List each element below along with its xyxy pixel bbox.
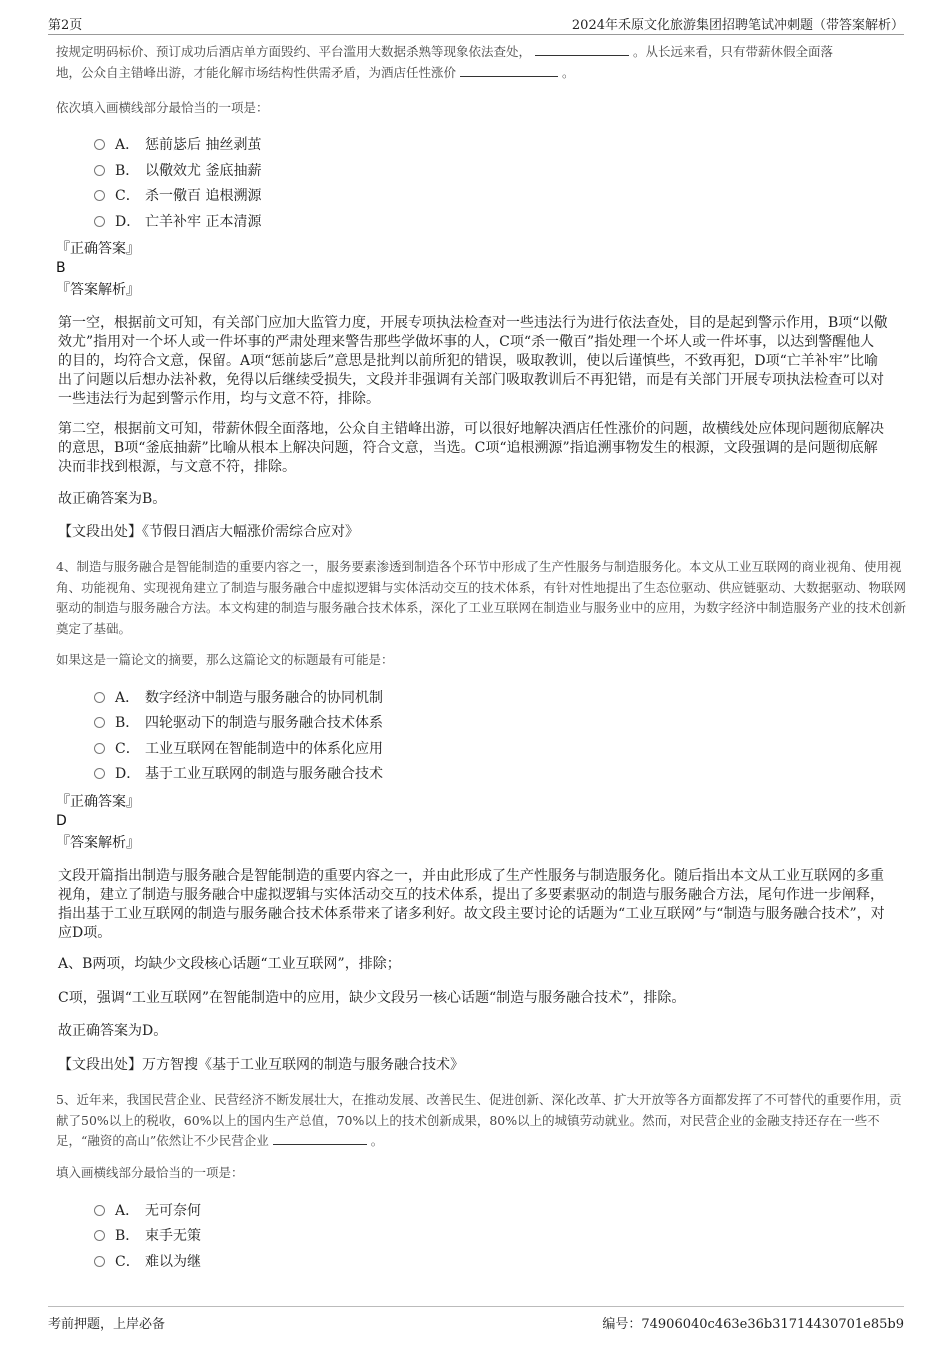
radio-icon[interactable] xyxy=(94,165,105,176)
radio-icon[interactable] xyxy=(94,190,105,201)
q5-option-b[interactable]: B． 束手无策 xyxy=(94,1226,201,1246)
q4-answer: D xyxy=(56,813,67,829)
radio-icon[interactable] xyxy=(94,139,105,150)
q4-option-d[interactable]: D． 基于工业互联网的制造与服务融合技术 xyxy=(94,764,383,784)
radio-icon[interactable] xyxy=(94,1256,105,1267)
q3-option-c[interactable]: C． 杀一儆百 追根溯源 xyxy=(94,186,261,206)
q4-analysis-3: C项，强调“工业互联网”在智能制造中的应用，缺少文段另一核心话题“制造与服务融合技术”，排除。 xyxy=(58,990,686,1006)
q3-blank-1 xyxy=(535,43,629,56)
q4-analysis-label: 『答案解析』 xyxy=(56,835,140,851)
radio-icon[interactable] xyxy=(94,743,105,754)
q4-option-a[interactable]: A． 数字经济中制造与服务融合的协同机制 xyxy=(94,688,383,708)
q3-source: 【文段出处】《节假日酒店大幅涨价需综合应对》 xyxy=(58,524,359,540)
q4-option-c[interactable]: C． 工业互联网在智能制造中的体系化应用 xyxy=(94,739,383,759)
radio-icon[interactable] xyxy=(94,692,105,703)
q4-analysis-4: 故正确答案为D。 xyxy=(58,1023,168,1039)
radio-icon[interactable] xyxy=(94,1205,105,1216)
page-footer xyxy=(48,1306,904,1335)
q4-stem: 4、制造与服务融合是智能制造的重要内容之一，服务要素渗透到制造各个环节中形成了生产性服务与制造服务化。本文从工业互联网的商业视角、使用视角、功能视角、实现视角建立了制造与服务融合中虚拟逻辑与实体活动交互的技术体系，有针对性地提出了生态位驱动、供应链驱动、大数据驱动、物联网驱动的制造与服务融合方法。本文构建的制造与服务融合技术体系，深化了工业互联网在制造业与服务业中的应用，为数字经济中制造服务产业的技术创新奠定了基础。 xyxy=(56,559,907,636)
q5-option-c[interactable]: C． 难以为继 xyxy=(94,1252,201,1272)
document-title: 2024年禾原文化旅游集团招聘笔试冲刺题（带答案解析） xyxy=(571,18,904,33)
footer-slogan: 考前押题，上岸必备 xyxy=(48,1317,166,1332)
q5-option-a[interactable]: A． 无可奈何 xyxy=(94,1201,201,1221)
radio-icon[interactable] xyxy=(94,216,105,227)
q4-source: 【文段出处】万方智搜《基于工业互联网的制造与服务融合技术》 xyxy=(58,1057,464,1073)
q5-stem: 5、近年来，我国民营企业、民营经济不断发展壮大，在推动发展、改善民生、促进创新、深化改革、扩大开放等各方面都发挥了不可替代的重要作用，贡献了50%以上的税收，60%以上的国内生产总值，70%以上的技术创新成果，80%以上的城镇劳动就业。然而，对民营企业的金融支持还存在一些不足，“融资的高山”依然让不少民营企业 。 xyxy=(56,1092,902,1148)
q3-analysis-3: 故正确答案为B。 xyxy=(58,491,167,507)
q4-analysis-2: A、B两项，均缺少文段核心话题“工业互联网”，排除； xyxy=(58,956,401,972)
q3-option-b[interactable]: B． 以儆效尤 釜底抽薪 xyxy=(94,161,261,181)
q3-option-a[interactable]: A． 惩前毖后 抽丝剥茧 xyxy=(94,135,261,155)
q3-option-d[interactable]: D． 亡羊补牢 正本清源 xyxy=(94,212,261,232)
radio-icon[interactable] xyxy=(94,768,105,779)
radio-icon[interactable] xyxy=(94,717,105,728)
q3-prompt: 依次填入画横线部分最恰当的一项是： xyxy=(56,100,269,115)
q4-option-b[interactable]: B． 四轮驱动下的制造与服务融合技术体系 xyxy=(94,713,383,733)
q3-analysis-2: 第二空，根据前文可知，带薪休假全面落地，公众自主错峰出游，可以很好地解决酒店任性涨价的问题，故横线处应体现问题彻底解决的意思，B项“釜底抽薪”比喻从根本上解决问题，符合文意，当选。C项“追根溯源”指追溯事物发生的根源，文段强调的是问题彻底解决而非找到根源，与文意不符，排除。 xyxy=(58,421,884,475)
q4-answer-label: 『正确答案』 xyxy=(56,794,140,810)
q3-blank-2 xyxy=(460,64,558,77)
q3-answer-label: 『正确答案』 xyxy=(56,241,140,257)
q5-blank xyxy=(273,1132,367,1145)
radio-icon[interactable] xyxy=(94,1230,105,1241)
q5-prompt: 填入画横线部分最恰当的一项是： xyxy=(56,1165,244,1180)
q3-analysis-label: 『答案解析』 xyxy=(56,282,140,298)
document-id: 编号：74906040c463e36b31714430701e85b9 xyxy=(602,1317,904,1332)
q3-stem: 按规定明码标价、预订成功后酒店单方面毁约、平台滥用大数据杀熟等现象依法查处， 。从长远来看，只有带薪休假全面落 地，公众自主错峰出游，才能化解市场结构性供需矛盾，为酒店任性涨价 。 xyxy=(56,44,834,80)
q4-prompt: 如果这是一篇论文的摘要，那么这篇论文的标题最有可能是： xyxy=(56,652,394,667)
q3-answer: B xyxy=(56,260,66,276)
page-header xyxy=(48,14,904,35)
q3-analysis-1: 第一空，根据前文可知，有关部门应加大监管力度，开展专项执法检查对一些违法行为进行依法查处，目的是起到警示作用，B项“以儆效尤”指用对一个坏人或一件坏事的严肃处理来警告那些学做坏事的人，C项“杀一儆百”指处理一个坏人或一件坏事，以达到警醒他人的目的，均符合文意，保留。A项“惩前毖后”意思是批判以前所犯的错误，吸取教训，使以后谨慎些，不致再犯，D项“亡羊补牢”比喻出了问题以后想办法补救，免得以后继续受损失，文段并非强调有关部门吸取教训后不再犯错，而是有关部门开展专项执法检查可以对一些违法行为起到警示作用，均与文意不符，排除。 xyxy=(58,315,888,407)
page-number: 第2页 xyxy=(48,18,83,33)
q4-analysis-1: 文段开篇指出制造与服务融合是智能制造的重要内容之一，并由此形成了生产性服务与制造服务化。随后指出本文从工业互联网的多重视角，建立了制造与服务融合中虚拟逻辑与实体活动交互的技术体系，提出了多要素驱动的制造与服务融合方法，尾句作进一步阐释，指出基于工业互联网的制造与服务融合技术体系带来了诸多利好。故文段主要讨论的话题为“工业互联网”与“制造与服务融合技术”，对应D项。 xyxy=(58,868,885,941)
